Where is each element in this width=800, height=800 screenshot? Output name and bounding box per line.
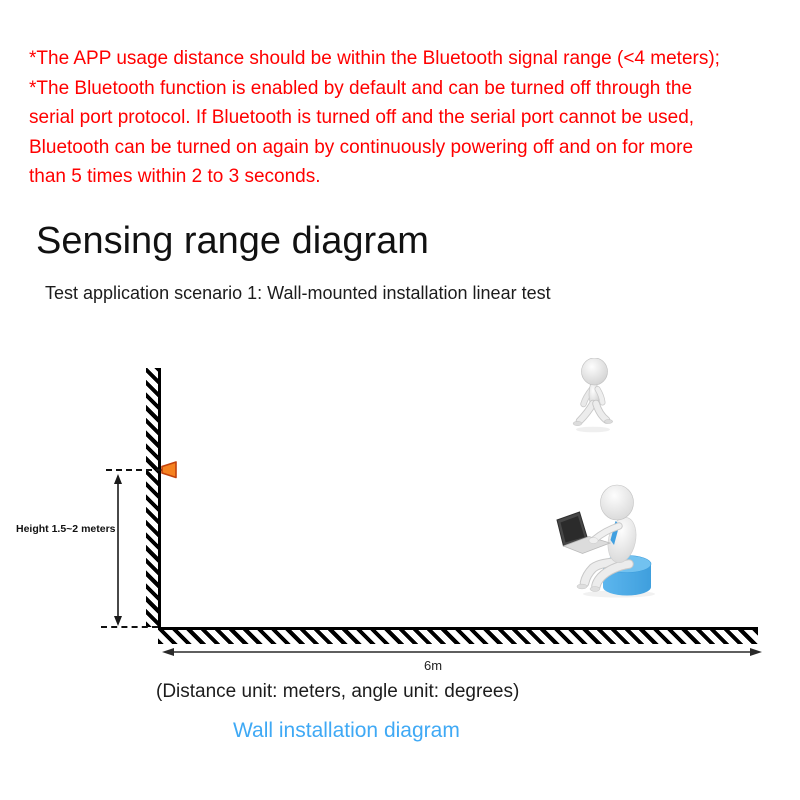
note-line: *The Bluetooth function is enabled by default and can be turned off through the <box>29 77 693 99</box>
sensor-height-dashed-line <box>106 469 162 471</box>
page-title: Sensing range diagram <box>36 220 429 262</box>
sitting-person-icon <box>551 476 663 600</box>
scenario-subtitle: Test application scenario 1: Wall-mounted installation linear test <box>45 283 551 303</box>
note-line: than 5 times within 2 to 3 seconds. <box>29 166 321 187</box>
height-dimension-arrow <box>111 474 125 626</box>
sensor-icon <box>161 461 178 479</box>
floor-level-dashed-line <box>101 626 158 628</box>
distance-label: 6m <box>423 658 443 673</box>
wall-hatch <box>146 368 161 627</box>
height-label: Height 1.5~2 meters <box>16 523 116 535</box>
walking-person-icon <box>568 358 620 434</box>
diagram-caption: Wall installation diagram <box>233 719 460 742</box>
distance-dimension-arrow <box>162 645 762 659</box>
note-line: serial port protocol. If Bluetooth is turned off and the serial port cannot be used, <box>29 107 695 128</box>
bluetooth-notes <box>29 44 789 192</box>
floor-hatch <box>158 627 758 644</box>
note-line: *The APP usage distance should be within the Bluetooth signal range (<4 meters); <box>29 48 720 69</box>
note-line: Bluetooth can be turned on again by continuously powering off and on for more <box>29 136 694 158</box>
units-note: (Distance unit: meters, angle unit: degrees) <box>156 681 520 702</box>
